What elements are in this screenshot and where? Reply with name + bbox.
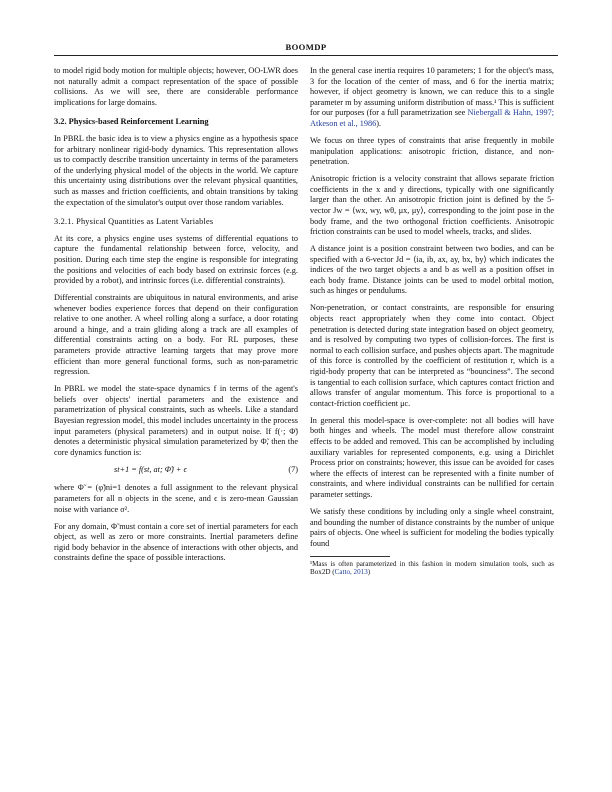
paragraph-pbrl: In PBRL the basic idea is to view a physics engine as a hypothesis space for arbitrary nonlinear rigid-body dynamics. This representation allows us to compactly describe transition uncertainty in terms of the parameters of the underlying physical model of the objects in the world. We capture this uncertainty using distributions over the relevant physical quantities, such as masses and friction coefficients, and obtain transitions by taking the expectation of the simulator's output over those random variables.	[54, 133, 298, 207]
footnote	[310, 560, 554, 577]
paragraph-differential: Differential constraints are ubiquitous in natural environments, and arise whenever bodies experience forces that depend on their configuration relative to one another. A wheel rolling along a surface, a door rotating around a hinge, and a train gliding along a track are all examples of differential constraints acting on a body. For RL purposes, these parameters provide attractive learning targets that may prove more efficient than more general functional forms, such as non-parametric regression.	[54, 293, 298, 377]
paragraph-model: In PBRL we model the state-space dynamics f in terms of the agent's beliefs over objects' inertial parameters and the existence and parametrization of physical constraints, such as wheels. Like a standard Bayesian regression model, this model includes uncertainty in the process input parameters (physical parameters) and in output noise. If f(·; Φ̃) denotes a deterministic physical simulation parameterized by Φ̃, then the core dynamics function is:	[54, 384, 298, 457]
header-rule	[54, 55, 558, 56]
paragraph-distance: A distance joint is a position constraint between two bodies, and can be specified with a 6-vector Jd = ⟨ia, ib, ax, ay, bx, by⟩ which indicates the indices of the two target objects a and b as well as a position offset in each body frame. Distance joints can be used to model orbital motion, such as hinges or pendulums.	[310, 244, 554, 296]
footnote-rule	[310, 556, 390, 557]
paragraph-nonpenetration: Non-penetration, or contact constraints, are responsible for ensuring objects react appropriately when they come into contact. Object penetration is detected during state integration based on object geometry, and is resolved by computing two types of collision-forces. The first is normal to each collision surface, and pushes objects apart. The magnitude of this force is controlled by the coefficient of restitution r, which is a rigid-body property that can be interpreted as “bounciness”. The second is tangential to each collision surface, which captures contact friction and allows transfer of angular momentum. This force is proportional to a contact-friction coefficient μc.	[310, 303, 554, 408]
subsection-title: 3.2.1. Physical Quantities as Latent Variables	[54, 217, 214, 227]
paragraph-domain: For any domain, Φ̃ must contain a core set of inertial parameters for each object, as well as zero or more constraints. Inertial parameters define rigid body behavior in the absence of interactions with other objects, and constraints define the space of possible interactions.	[54, 521, 298, 563]
citation-link-catto[interactable]: Catto, 2013	[334, 568, 368, 577]
citation-link-niebergall[interactable]: Niebergall & Hahn, 1997; Atkeson et al., 1986	[310, 108, 555, 128]
left-column	[54, 66, 298, 570]
paragraph-focus: We focus on three types of constraints that arise frequently in mobile manipulation applications: anisotropic friction, distance, and non-penetration.	[310, 135, 554, 167]
section-title: 3.2. Physics-based Reinforcement Learning	[54, 117, 209, 127]
equation-7	[54, 465, 298, 476]
paragraph-anisotropic: Anisotropic friction is a velocity constraint that allows separate friction coefficients in the x and y directions, typically with one significantly larger than the other. An anisotropic friction joint is defined by the 5-vector Jw = ⟨wx, wy, wθ, μx, μy⟩, corresponding to the joint pose in the body frame, and the two orthogonal friction coefficients. Anisotropic friction constraints can be used to model wheels, tracks, and slides.	[310, 174, 554, 237]
footnote-text-end: )	[367, 568, 371, 577]
footnote-text: ¹Mass is often parameterized in this fashion in modern simulation tools, such as Box2D (	[310, 559, 554, 577]
equation-body: st+1 = f(st, at; Φ̃) + ϵ	[114, 464, 187, 474]
equation-number: (7)	[288, 464, 298, 474]
right-column	[310, 66, 554, 577]
paragraph-where: where Φ̃ = (φ̃)ni=1 denotes a full assignment to the relevant physical parameters for all n objects in the scene, and ϵ is zero-mean Gaussian noise with variance σ².	[54, 483, 298, 514]
paragraph-satisfy: We satisfy these conditions by including only a single wheel constraint, and bounding the number of distance constraints by the number of unique pairs of objects. One wheel is sufficient for modeling the bodies typically found	[310, 506, 554, 548]
running-header: BOOMDP	[285, 42, 327, 52]
paragraph-intro: to model rigid body motion for multiple objects; however, OO-LWR does not naturally admit a compact representation of the space of possible collisions. As we will see, there are considerable performance implications for large domains.	[54, 66, 298, 107]
paragraph-general: In general this model-space is over-complete: not all bodies will have both hinges and wheels. The model must therefore allow constraint effects to be added and removed. This can be accomplished by including auxiliary variables for represented components, e.g. using a Dirichlet Process prior on constraints; however, this issue can be avoided for cases where the effects of interest can be represented with a finite number of constraints, and where individual constraints can be nullified for certain parameter settings.	[310, 415, 554, 499]
paragraph-core: At its core, a physics engine uses systems of differential equations to capture the fundamental relationship between force, velocity, and position. During each time step the engine is responsible for integrating the positions and velocities of each body based on extrinsic forces (e.g. provided by a robot), and intrinsic forces (i.e. differential constraints).	[54, 233, 298, 286]
inertia-text: In the general case inertia requires 10 parameters; 1 for the object's mass, 3 for the location of the center of mass, and 6 for the inertia matrix; however, if object geometry is known, we can reduce this to a single parameter m by assuming uniform distribution of mass.¹ This is sufficient for our purposes (for a full parametrization see	[310, 66, 554, 118]
paragraph-inertia	[310, 66, 554, 130]
inertia-text-end: ).	[376, 118, 382, 128]
